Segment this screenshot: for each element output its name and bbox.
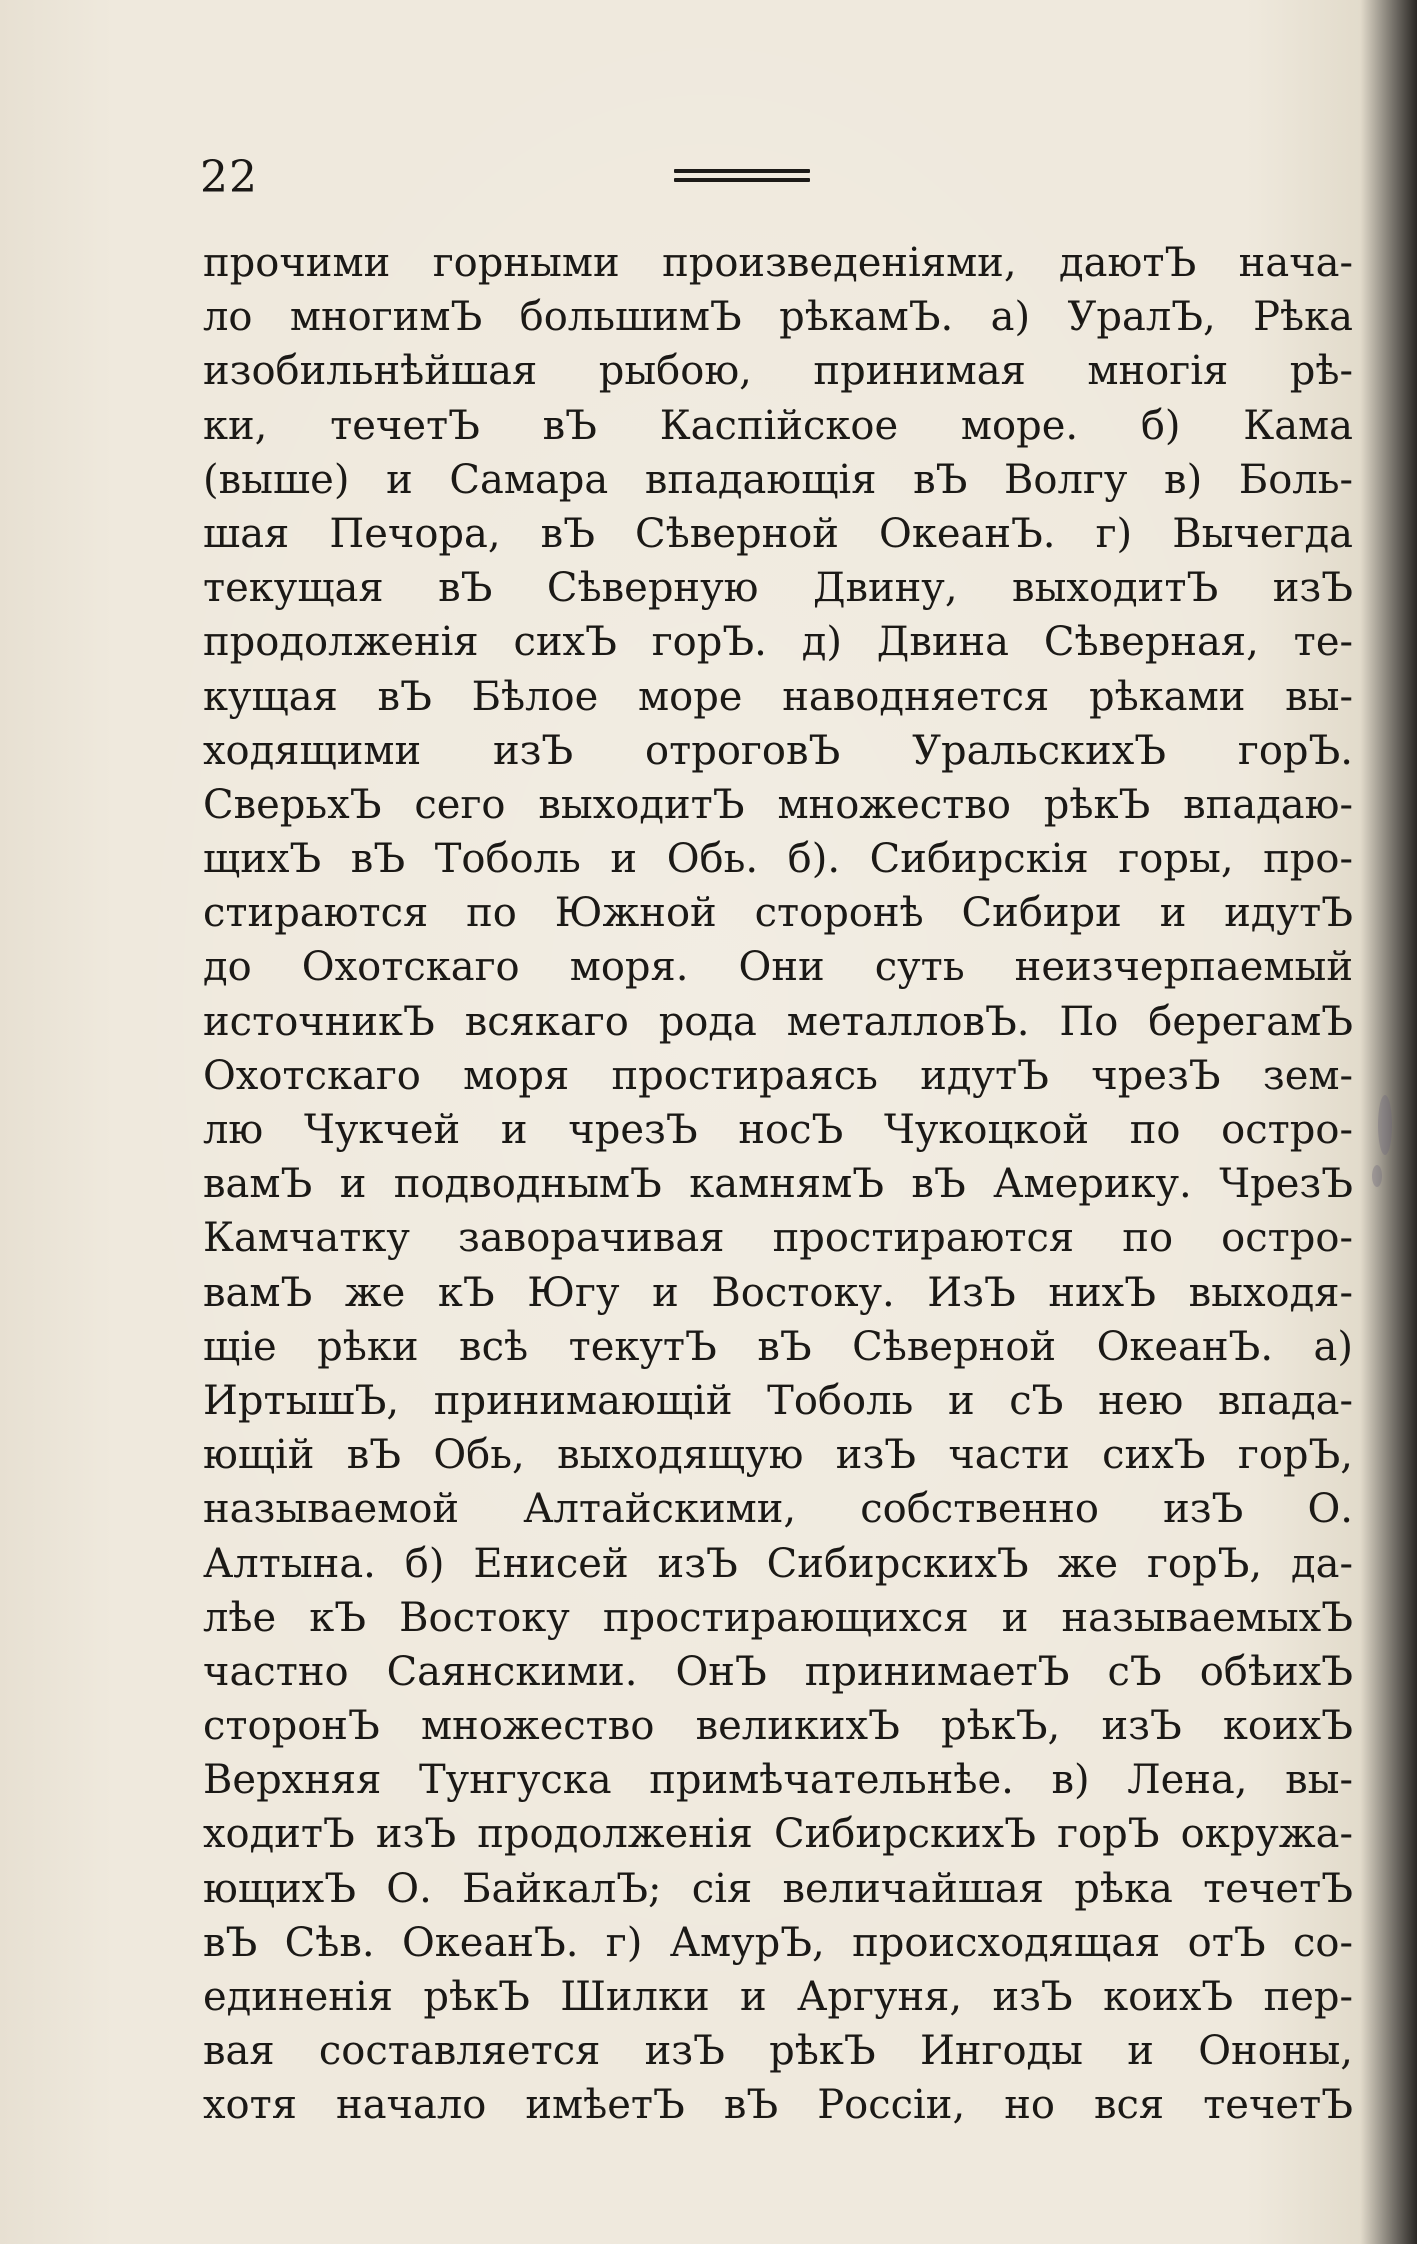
text-line-5: (выше) и Самара впадающiя вЪ Волгу в) Боль-	[203, 456, 1353, 503]
text-line-35: хотя начало имѣетЪ вЪ Россiи, но вся течетЪ	[203, 2082, 1353, 2129]
text-line-7: текущая вЪ Сѣверную Двину, выходитЪ изЪ	[203, 565, 1353, 612]
text-line-4: ки, течетЪ вЪ Каспiйское море. б) Кама	[203, 402, 1353, 449]
text-line-31: ющихЪ О. БайкалЪ; сiя величайшая рѣка течетЪ	[203, 1865, 1353, 1912]
text-line-24: называемой Алтайскими, собственно изЪ О.	[203, 1486, 1353, 1533]
text-line-17: лю Чукчей и чрезЪ носЪ Чукоцкой по остро-	[203, 1107, 1353, 1153]
text-line-14: до Охотскаго моря. Они суть неизчерпаемый	[203, 944, 1353, 991]
text-line-20: вамЪ же кЪ Югу и Востоку. ИзЪ нихЪ выходя-	[203, 1269, 1353, 1316]
header-ornament-rule	[674, 169, 810, 191]
ornament-bar-bottom	[674, 178, 810, 182]
text-line-19: Камчатку заворачивая простираются по остро-	[203, 1215, 1353, 1262]
text-line-18: вамЪ и подводнымЪ камнямЪ вЪ Америку. ЧрезЪ	[203, 1161, 1353, 1208]
text-line-30: ходитЪ изЪ продолженiя СибирскихЪ горЪ окружа-	[203, 1811, 1353, 1858]
text-line-13: стираются по Южной сторонѣ Сибири и идутЪ	[203, 890, 1353, 937]
text-line-27: частно Саянскими. ОнЪ принимаетЪ сЪ обѣихЪ	[203, 1648, 1353, 1695]
text-line-9: кущая вЪ Бѣлое море наводняется рѣками вы-	[203, 673, 1353, 720]
text-line-10: ходящими изЪ отроговЪ УральскихЪ горЪ.	[203, 727, 1353, 774]
text-line-21: щiе рѣки всѣ текутЪ вЪ Сѣверной ОкеанЪ. а)	[203, 1323, 1353, 1370]
ornament-bar-top	[674, 169, 810, 173]
page-number: 22	[200, 152, 258, 203]
text-line-3: изобильнѣйшая рыбою, принимая многiя рѣ-	[203, 348, 1353, 395]
text-line-6: шая Печора, вЪ Сѣверной ОкеанЪ. г) Вычегда	[203, 510, 1353, 557]
text-line-16: Охотскаго моря простираясь идутЪ чрезЪ зем-	[203, 1052, 1353, 1099]
body-text	[203, 236, 1353, 2133]
text-line-28: сторонЪ множество великихЪ рѣкЪ, изЪ коихЪ	[203, 1703, 1353, 1750]
text-line-1: прочими горными произведенiями, даютЪ нача-	[203, 240, 1353, 286]
text-line-11: СверьхЪ сего выходитЪ множество рѣкЪ впадаю-	[203, 781, 1353, 828]
text-line-33: единенiя рѣкЪ Шилки и Аргуня, изЪ коихЪ пер-	[203, 1974, 1353, 2020]
text-line-12: щихЪ вЪ Тоболь и Обь. б). Сибирскiя горы, про-	[203, 836, 1353, 883]
text-line-15: источникЪ всякаго рода металловЪ. По берегамЪ	[203, 998, 1353, 1045]
text-line-32: вЪ Сѣв. ОкеанЪ. г) АмурЪ, происходящая отЪ со-	[203, 1919, 1353, 1966]
text-line-22: ИртышЪ, принимающiй Тоболь и сЪ нею впада-	[203, 1377, 1353, 1424]
text-line-34: вая составляется изЪ рѣкЪ Ингоды и Ононы,	[203, 2028, 1353, 2075]
text-line-25: Алтына. б) Енисей изЪ СибирскихЪ же горЪ, да-	[203, 1540, 1353, 1587]
text-line-2: ло многимЪ большимЪ рѣкамЪ. а) УралЪ, Рѣка	[203, 294, 1353, 341]
ink-stain	[1372, 1165, 1382, 1187]
text-line-26: лѣе кЪ Востоку простирающихся и называемыхЪ	[203, 1594, 1353, 1641]
ink-stain	[1378, 1095, 1392, 1155]
text-line-29: Верхняя Тунгуска примѣчательнѣе. в) Лена, вы-	[203, 1757, 1353, 1804]
text-line-8: продолженiя сихЪ горЪ. д) Двина Сѣверная, те-	[203, 619, 1353, 666]
text-line-23: ющiй вЪ Обь, выходящую изЪ части сихЪ горЪ,	[203, 1432, 1353, 1479]
